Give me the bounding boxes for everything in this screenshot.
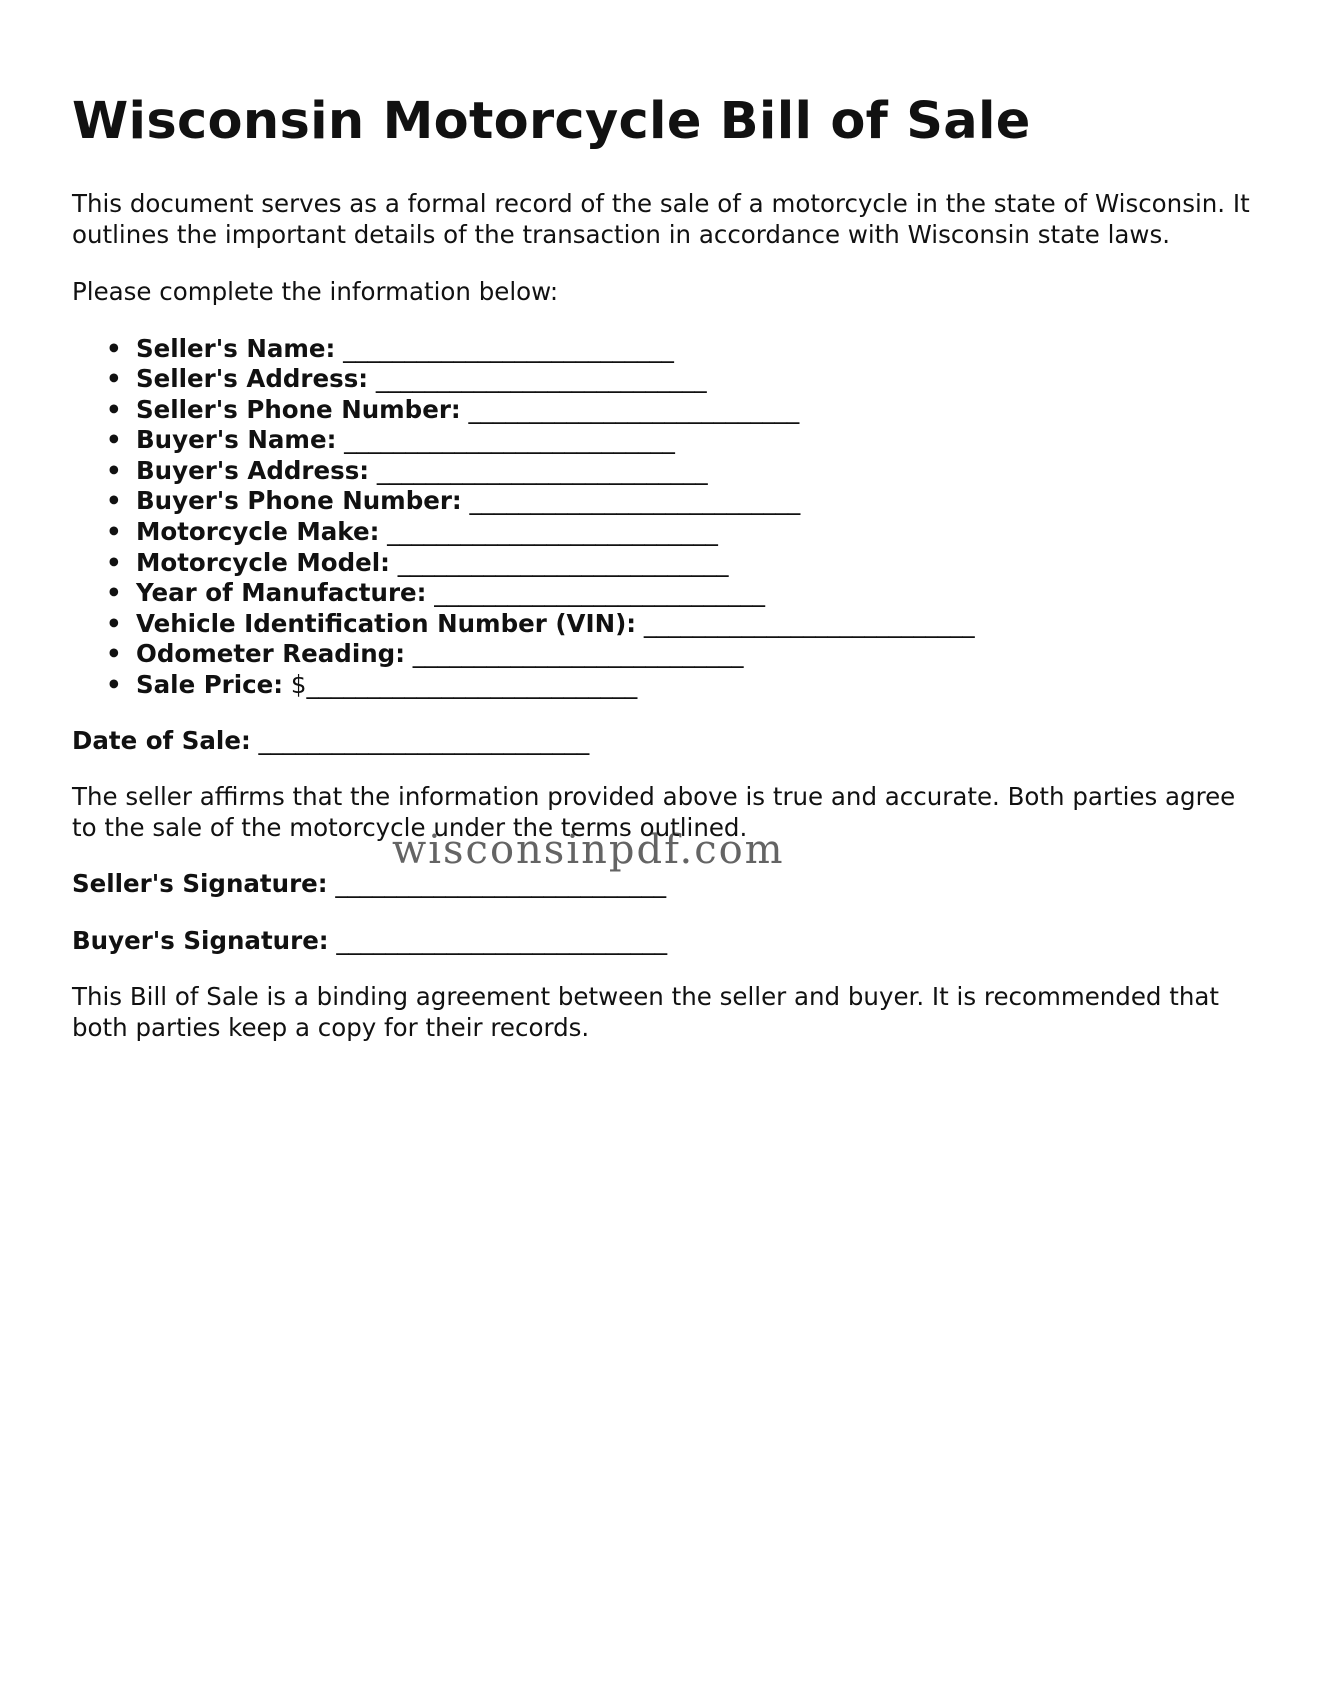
field-label: Seller's Phone Number:: [136, 394, 461, 424]
instructions-prompt: Please complete the information below:: [72, 277, 559, 306]
watermark: wisconsinpdf.com: [392, 827, 785, 873]
field-label: Seller's Name:: [136, 333, 336, 363]
field-label: Seller's Address:: [136, 364, 369, 394]
field-label: Vehicle Identification Number (VIN):: [136, 608, 637, 638]
buyer-signature-label: Buyer's Signature:: [72, 925, 329, 955]
field-year-of-manufacture: [106, 578, 1252, 609]
date-of-sale: [72, 726, 1252, 757]
field-buyer-phone: [106, 486, 1252, 517]
bullet: •: [106, 486, 122, 516]
seller-signature-label: Seller's Signature:: [72, 869, 328, 899]
fill-in-line[interactable]: ___________________________: [389, 547, 729, 577]
buyer-signature: [72, 926, 1252, 957]
date-of-sale-line[interactable]: ___________________________: [250, 725, 590, 755]
closing-paragraph: This Bill of Sale is a binding agreement between the seller and buyer. It is recommended that both parties keep a copy for their records.: [72, 982, 1220, 1042]
bullet: •: [106, 639, 122, 669]
bullet: •: [106, 364, 122, 394]
bullet: •: [106, 517, 122, 547]
field-label: Buyer's Name:: [136, 425, 337, 455]
buyer-signature-line[interactable]: ___________________________: [328, 925, 668, 955]
field-sale-price: [106, 670, 1252, 701]
field-label: Motorcycle Make:: [136, 517, 380, 547]
field-label: Odometer Reading:: [136, 639, 406, 669]
field-label: Sale Price:: [136, 670, 284, 700]
fill-in-line[interactable]: ___________________________: [335, 333, 674, 363]
bullet: •: [106, 547, 122, 577]
field-buyer-name: [106, 425, 1252, 456]
bullet: •: [106, 425, 122, 455]
affirmation-paragraph: The seller affirms that the information provided above is true and accurate. Both parties agree to the sale of the motorcycle under the terms outlined.: [72, 782, 1236, 842]
fill-in-line[interactable]: ___________________________: [379, 517, 718, 547]
seller-signature: [72, 869, 1252, 900]
bullet: •: [106, 608, 122, 638]
bullet: •: [106, 578, 122, 608]
fill-in-line[interactable]: ___________________________: [636, 608, 975, 638]
fill-in-line[interactable]: $___________________________: [283, 670, 638, 700]
bullet: •: [106, 333, 122, 363]
fill-in-line[interactable]: ___________________________: [336, 425, 675, 455]
bullet: •: [106, 455, 122, 485]
fill-in-line[interactable]: ___________________________: [426, 578, 765, 608]
fill-in-line[interactable]: ___________________________: [368, 364, 707, 394]
intro-paragraph: This document serves as a formal record of the sale of a motorcycle in the state of Wisconsin. It outlines the important details of the transaction in accordance with Wisconsin state laws.: [72, 189, 1250, 249]
field-motorcycle-model: [106, 548, 1252, 579]
document-page: [72, 0, 1252, 1043]
field-vin: [106, 609, 1252, 640]
field-label: Buyer's Address:: [136, 455, 370, 485]
fill-in-line[interactable]: ___________________________: [369, 455, 708, 485]
field-motorcycle-make: [106, 517, 1252, 548]
field-seller-name: [106, 334, 1252, 365]
bullet: •: [106, 394, 122, 424]
fill-in-line[interactable]: ___________________________: [405, 639, 744, 669]
field-label: Buyer's Phone Number:: [136, 486, 462, 516]
fill-in-line[interactable]: ___________________________: [460, 394, 800, 424]
date-of-sale-label: Date of Sale:: [72, 725, 251, 755]
field-odometer-reading: [106, 639, 1252, 670]
field-seller-phone: [106, 395, 1252, 426]
document-title: Wisconsin Motorcycle Bill of Sale: [72, 92, 1031, 151]
field-buyer-address: [106, 456, 1252, 487]
field-label: Year of Manufacture:: [136, 578, 427, 608]
field-label: Motorcycle Model:: [136, 547, 390, 577]
seller-signature-line[interactable]: ___________________________: [327, 869, 667, 899]
fill-in-line[interactable]: ___________________________: [461, 486, 801, 516]
field-list: [72, 334, 1252, 701]
field-seller-address: [106, 364, 1252, 395]
bullet: •: [106, 670, 122, 700]
